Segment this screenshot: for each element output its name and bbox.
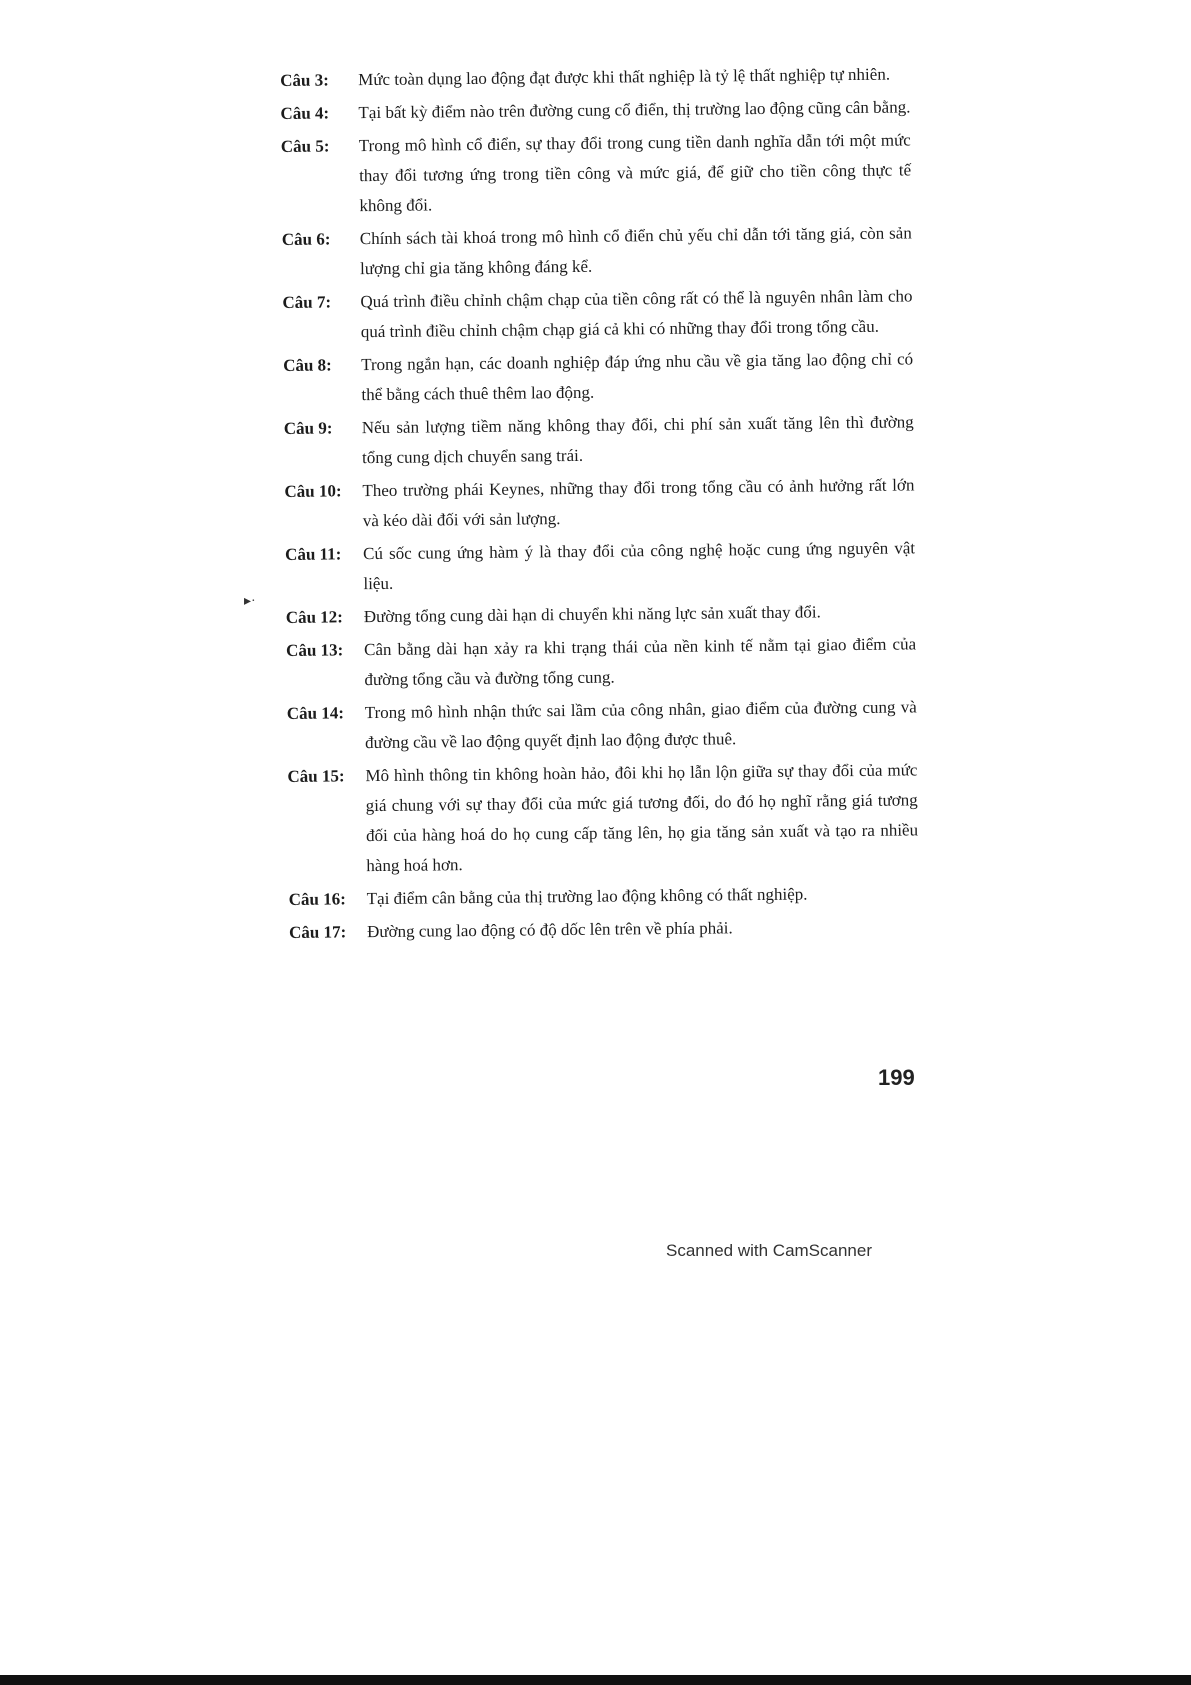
question-label: Câu 9: — [283, 418, 333, 438]
question-text: Theo trường phái Keynes, những thay đổi trong tổng cầu có ảnh hưởng rất lớn và kéo dài đối với sản lượng. — [362, 475, 915, 531]
question-text: Trong mô hình nhận thức sai lầm của công nhân, giao điểm của đường cung và đường cầu về lao động quyết định lao động được thuê. — [364, 697, 917, 753]
question-item — [289, 911, 919, 948]
question-label: Câu 13: — [286, 640, 344, 660]
page-number: 199 — [878, 1065, 915, 1090]
question-text: Nếu sản lượng tiềm năng không thay đổi, chi phí sản xuất tăng lên thì đường tổng cung dịch chuyển sang trái. — [361, 412, 914, 468]
question-label: Câu 7: — [282, 292, 332, 312]
question-label: Câu 10: — [284, 481, 342, 501]
question-label: Câu 12: — [285, 607, 344, 627]
question-item — [289, 878, 919, 915]
question-item — [286, 596, 916, 633]
page-bottom-edge — [0, 1675, 1191, 1685]
question-item — [282, 281, 913, 348]
question-item — [280, 59, 910, 96]
question-text: Cú sốc cung ứng hàm ý là thay đổi của công nghệ hoặc cung ứng nguyên vật liệu. — [363, 538, 916, 594]
question-item — [284, 470, 915, 537]
question-text: Tại điểm cân bằng của thị trường lao động không có thất nghiệp. — [366, 884, 808, 909]
question-label: Câu 5: — [280, 136, 330, 156]
question-list — [280, 59, 919, 951]
question-item — [283, 344, 914, 411]
question-item — [287, 692, 918, 759]
question-text: Cân bằng dài hạn xảy ra khi trạng thái của nền kinh tế nằm tại giao điểm của đường tổng cầu và đường tổng cung. — [364, 634, 917, 690]
question-label: Câu 17: — [288, 922, 347, 942]
question-label: Câu 15: — [287, 766, 345, 786]
question-text: Đường tổng cung dài hạn di chuyển khi năng lực sản xuất thay đổi. — [363, 602, 821, 627]
question-item — [281, 125, 912, 222]
margin-mark: ▸· — [244, 594, 256, 609]
question-label: Câu 11: — [285, 544, 342, 564]
scanner-watermark: Scanned with CamScanner — [666, 1241, 873, 1260]
question-label: Câu 3: — [280, 70, 329, 90]
question-text: Đường cung lao động có độ dốc lên trên về phía phải. — [366, 918, 733, 942]
question-text: Trong ngắn hạn, các doanh nghiệp đáp ứng nhu cầu về gia tăng lao động chỉ có thể bằng cách thuê thêm lao động. — [361, 349, 914, 405]
question-item — [282, 218, 913, 285]
question-item — [285, 533, 916, 600]
question-label: Câu 14: — [286, 703, 345, 723]
question-label: Câu 4: — [280, 103, 330, 123]
question-item — [280, 92, 910, 129]
question-text: Trong mô hình cổ điển, sự thay đổi trong cung tiền danh nghĩa dẫn tới một mức thay đổi tương ứng trong tiền công và mức giá, để giữ cho tiền công thực tế không đổi. — [358, 130, 912, 216]
question-label: Câu 6: — [281, 229, 331, 249]
question-label: Câu 16: — [288, 889, 346, 909]
question-text: Chính sách tài khoá trong mô hình cổ điển chủ yếu chỉ dẫn tới tăng giá, còn sản lượng chỉ gia tăng không đáng kể. — [359, 223, 912, 279]
question-item — [286, 629, 917, 696]
question-text: Mức toàn dụng lao động đạt được khi thất nghiệp là tỷ lệ thất nghiệp tự nhiên. — [358, 64, 891, 90]
question-label: Câu 8: — [283, 355, 332, 375]
question-text: Mô hình thông tin không hoàn hảo, đôi khi họ lẫn lộn giữa sự thay đổi của mức giá chung với sự thay đổi của mức giá tương đối, do đó họ nghĩ rằng giá tương đối của hàng hoá do họ cung cấp tăng lên, họ gia tăng sản xuất và tạo ra nhiều hàng hoá hơn. — [365, 760, 919, 876]
question-text: Tại bất kỳ điểm nào trên đường cung cổ điển, thị trường lao động cũng cân bằng. — [358, 97, 911, 123]
question-item — [287, 755, 918, 882]
question-item — [284, 407, 915, 474]
question-text: Quá trình điều chỉnh chậm chạp của tiền công rất có thể là nguyên nhân làm cho quá trình điều chỉnh chậm chạp giá cả khi có những thay đổi trong tổng cầu. — [360, 286, 913, 342]
